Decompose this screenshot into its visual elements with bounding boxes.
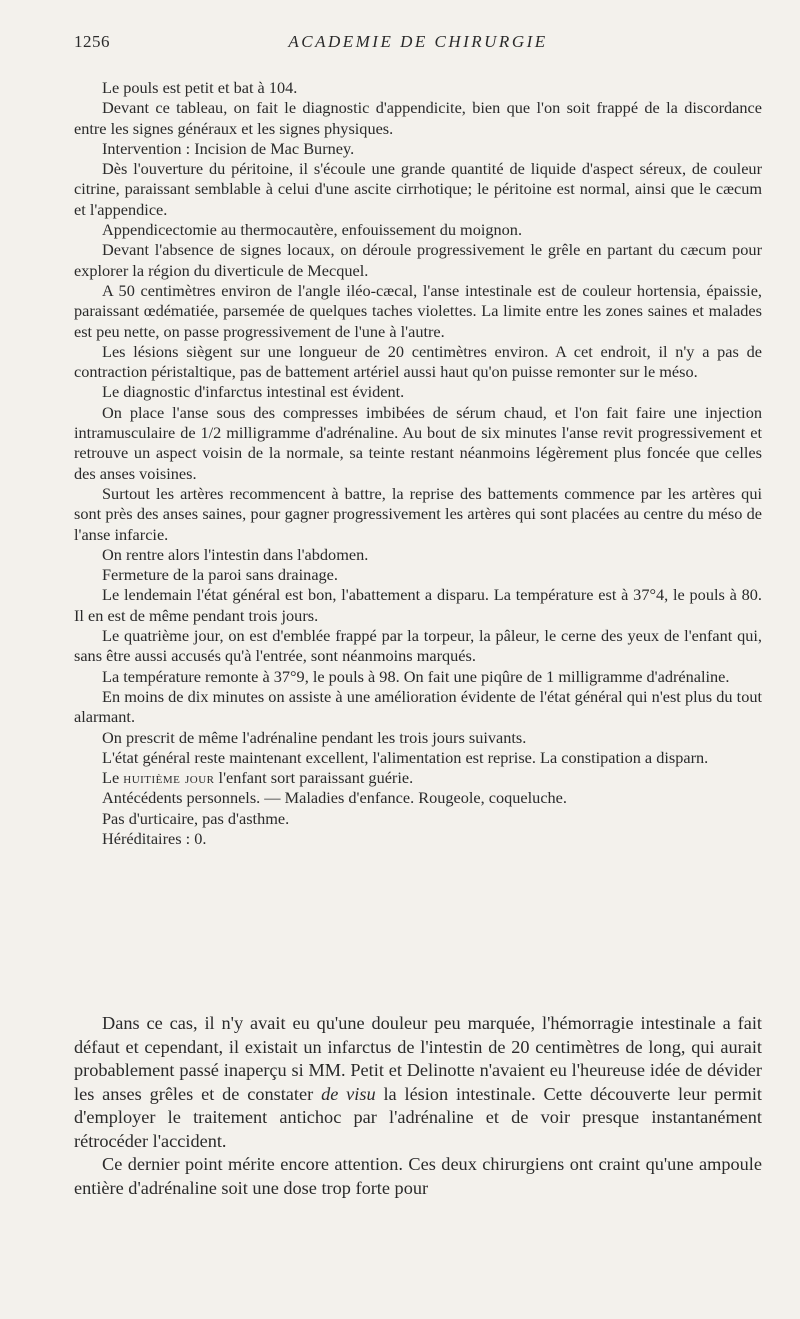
report-paragraph: Pas d'urticaire, pas d'asthme.: [102, 808, 290, 828]
page-number: 1256: [74, 32, 110, 51]
report-paragraph: Surtout les artères recommencent à battre, la reprise des battements commence par les artères qui sont près des anses saines, pour gagner progressivement les artères qui sont placées au centre du méso de l'anse infarcie.: [74, 483, 762, 544]
report-paragraph: On rentre alors l'intestin dans l'abdomen.: [102, 544, 369, 564]
report-paragraph: La température remonte à 37°9, le pouls à 98. On fait une piqûre de 1 milligramme d'adrénaline.: [102, 666, 730, 686]
report-paragraph: L'état général reste maintenant excellent, l'alimentation est reprise. La constipation a disparn.: [102, 747, 709, 767]
report-paragraph: Devant ce tableau, on fait le diagnostic d'appendicite, bien que l'on soit frappé de la discordance entre les signes généraux et les signes physiques.: [74, 98, 762, 138]
case-report: [74, 78, 762, 849]
discharge-paragraph: [74, 768, 762, 788]
report-paragraph: Antécédents personnels. — Maladies d'enfance. Rougeole, coqueluche.: [102, 788, 567, 808]
report-paragraph: On prescrit de même l'adrénaline pendant les trois jours suivants.: [102, 727, 527, 747]
running-title: ACADEMIE DE CHIRURGIE: [288, 32, 548, 51]
commentary-paragraph: Ce dernier point mérite encore attention. Ces deux chirurgiens ont craint qu'une ampoule entière d'adrénaline soit une dose trop forte pour: [74, 1154, 762, 1198]
report-paragraph: Dès l'ouverture du péritoine, il s'écoule une grande quantité de liquide d'aspect séreux, de couleur citrine, paraissant semblable à celui d'une ascite cirrhotique; le péritoine est normal, ainsi que le cæcum et l'appendice.: [74, 159, 762, 219]
report-paragraph: On place l'anse sous des compresses imbibées de sérum chaud, et l'on fait faire une injection intramusculaire de 1/2 milligramme d'adrénaline. Au bout de six minutes l'anse revit progressivement et retrouve un aspect voisin de la normale, sa teinte restant néanmoins légèrement plus foncée que celles des anses voisines.: [74, 402, 762, 483]
report-paragraph: Le quatrième jour, on est d'emblée frappé par la torpeur, la pâleur, le cerne des yeux de l'enfant qui, sans être aussi accusés qu'à l'entrée, sont néanmoins marqués.: [74, 626, 762, 666]
report-paragraph: Appendicectomie au thermocautère, enfouissement du moignon.: [102, 220, 523, 240]
report-paragraph: Les lésions siègent sur une longueur de 20 centimètres environ. A cet endroit, il n'y a pas de contraction péristaltique, pas de battement artériel aussi haut qu'on puisse remonter sur le méso.: [74, 341, 762, 382]
eighth-day-smallcaps: huitième jour: [123, 768, 215, 788]
commentary-text-after: la lésion intestinale. Cette découverte leur permit d'employer le traitement antichoc par l'adrénaline et de voir presque instantanément rétrocéder l'accident.: [74, 1083, 762, 1151]
commentary-paragraph: [74, 1012, 762, 1153]
de-visu-italic: de visu: [321, 1083, 376, 1104]
commentary: [74, 1012, 762, 1200]
discharge-lead: Le: [102, 768, 120, 788]
report-paragraph: Fermeture de la paroi sans drainage.: [102, 565, 338, 585]
report-paragraph: Le diagnostic d'infarctus intestinal est évident.: [102, 382, 405, 402]
report-paragraph: Le lendemain l'état général est bon, l'abattement a disparu. La température est à 37°4, le pouls à 80. Il en est de même pendant trois jours.: [74, 585, 762, 625]
report-paragraph: Héréditaires : 0.: [102, 828, 207, 848]
report-paragraph: Intervention : Incision de Mac Burney.: [102, 138, 355, 158]
discharge-rest: l'enfant sort paraissant guérie.: [214, 768, 414, 788]
commentary-text-before: Dans ce cas, il n'y avait eu qu'une douleur peu marquée, l'hémorragie intestinale a fait défaut et cependant, il existait un infarctus de l'intestin de 20 centimètres de long, qui aurait probablement passé inaperçu si MM. Petit et Delinotte n'avaient eu l'heureuse idée de dévider les anses grêles et de constater: [74, 1013, 762, 1104]
page-header: [74, 32, 762, 56]
report-paragraph: Le pouls est petit et bat à 104.: [102, 78, 298, 97]
report-paragraph: En moins de dix minutes on assiste à une amélioration évidente de l'état général qui n'est plus du tout alarmant.: [74, 686, 762, 727]
report-paragraph: Devant l'absence de signes locaux, on déroule progressivement le grêle en partant du cæcum pour explorer la région du diverticule de Mecquel.: [74, 240, 762, 280]
report-paragraph: A 50 centimètres environ de l'angle iléo-cæcal, l'anse intestinale est de couleur hortensia, épaissie, paraissant œdématiée, parsemée de quelques taches violettes. La limite entre les zones saines et malades est peu nette, on passe progressivement de l'une à l'autre.: [74, 280, 762, 341]
